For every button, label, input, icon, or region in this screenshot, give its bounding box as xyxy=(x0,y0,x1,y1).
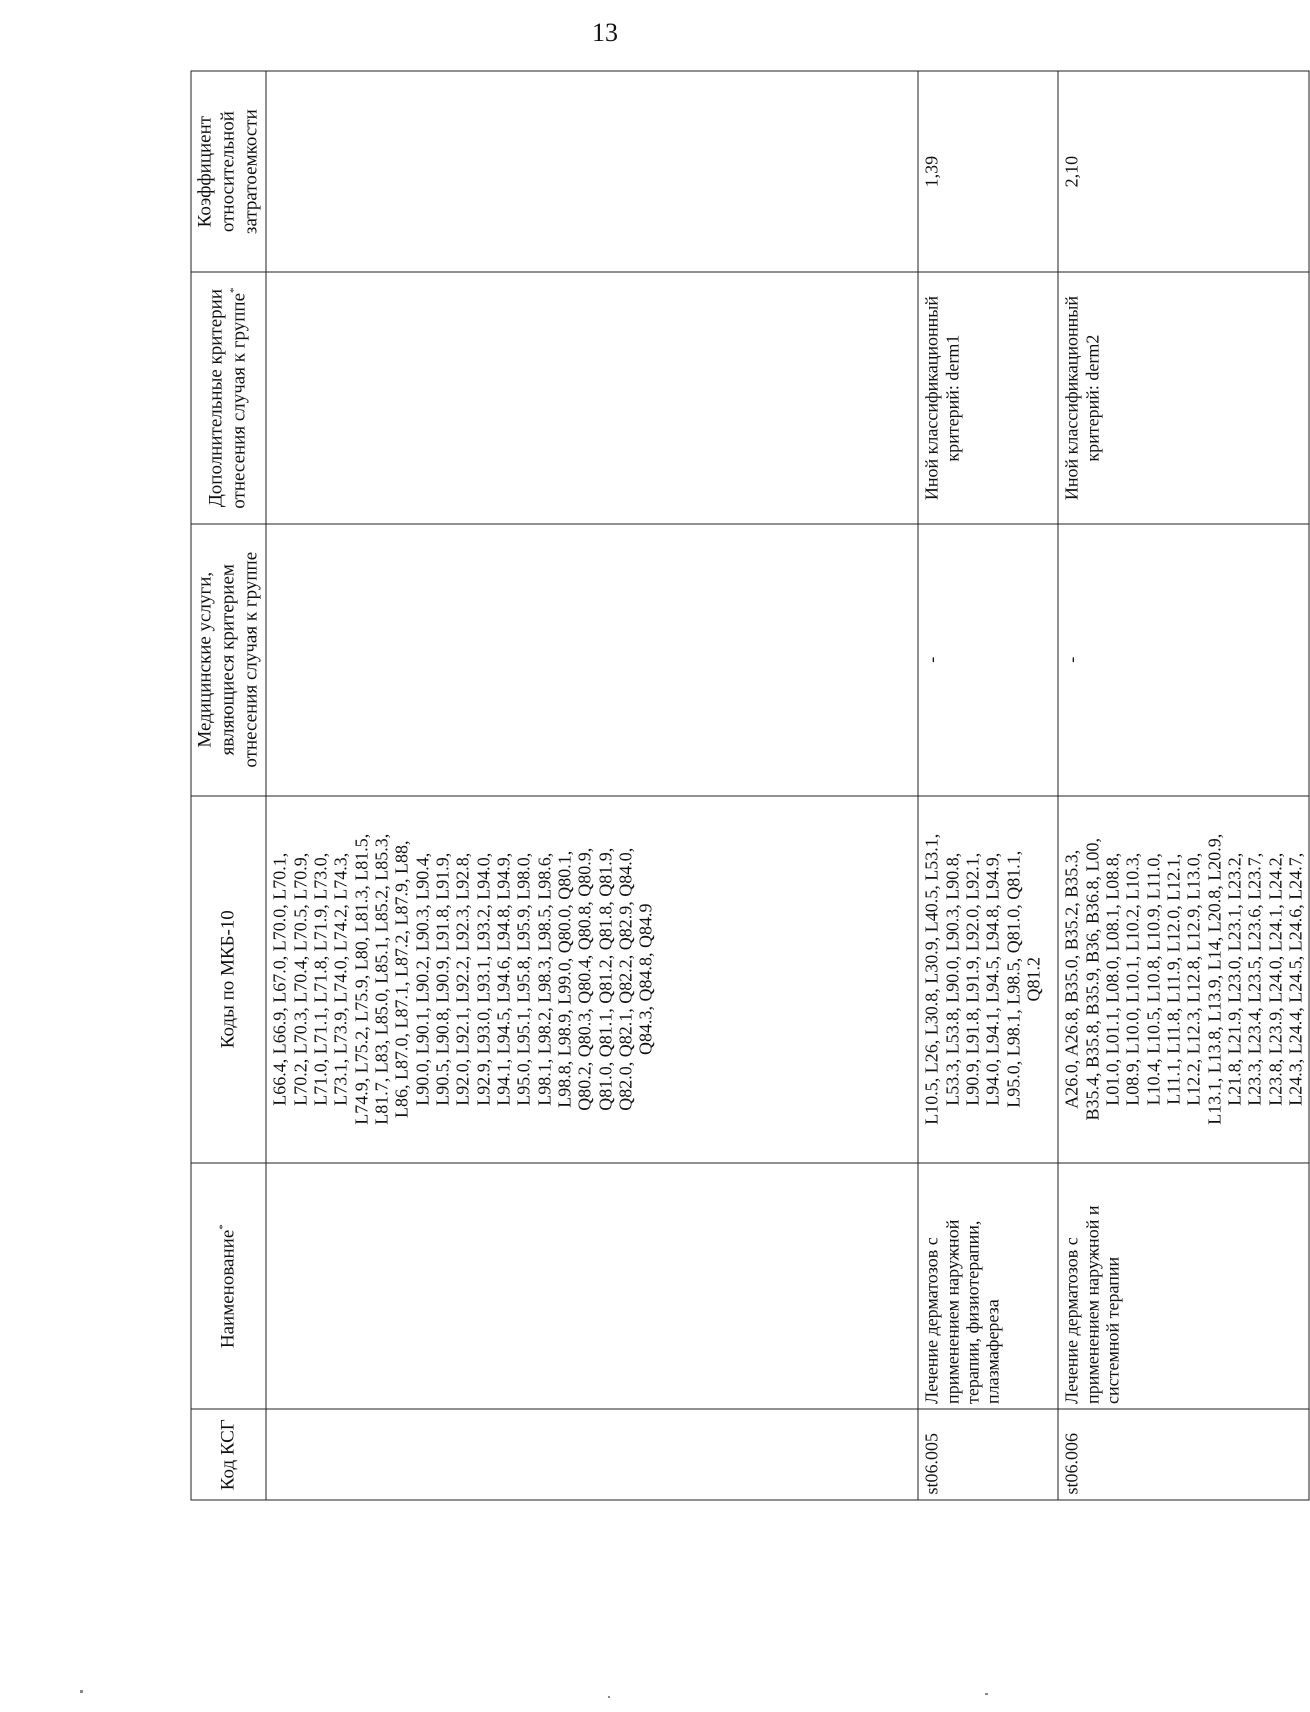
icd-line: L08.9, L10.0, L10.1, L10.2, L10.3, xyxy=(1122,852,1143,1106)
icd-line: L92.0, L92.1, L92.2, L92.3, L92.8, xyxy=(452,852,473,1106)
icd-line: L98.1, L98.2, L98.3, L98.5, L98.6, xyxy=(534,852,555,1106)
cell-coefficient: 2,10 xyxy=(1058,71,1309,272)
cell-group-name: Лечение дерматозов с применением наружной и системной терапии xyxy=(1058,1163,1309,1410)
icd-line: B35.4, B35.8, B35.9, B36, B36.8, L00, xyxy=(1082,837,1103,1121)
table-header-row xyxy=(191,71,266,1500)
footnote-mark: * xyxy=(228,287,241,293)
table-row xyxy=(1058,71,1309,1500)
icd-line: L94.1, L94.5, L94.6, L94.8, L94.9, xyxy=(493,852,514,1106)
header-coefficient: Коэффициент относительной затратоемкости xyxy=(191,71,266,272)
icd-line: Q84.3, Q84.8, Q84.9 xyxy=(635,903,656,1055)
icd-line: L70.2, L70.3, L70.4, L70.5, L70.9, xyxy=(290,852,311,1106)
icd-line: L23.8, L23.9, L24.0, L24.1, L24.2, xyxy=(1265,852,1286,1106)
icd-line: Q82.0, Q82.1, Q82.2, Q82.9, Q84.0, xyxy=(615,847,636,1111)
icd-line: A26.0, A26.8, B35.0, B35.2, B35.3, xyxy=(1061,849,1082,1109)
icd-line: L71.0, L71.1, L71.8, L71.9, L73.0, xyxy=(310,852,331,1106)
cell-icd-codes xyxy=(266,796,918,1163)
header-icd: Коды по МКБ-10 xyxy=(191,796,266,1163)
icd-line: L21.8, L21.9, L23.0, L23.1, L23.2, xyxy=(1224,852,1245,1106)
cell-services-empty xyxy=(266,524,918,796)
icd-line: L90.5, L90.8, L90.9, L91.8, L91.9, xyxy=(432,852,453,1106)
icd-line: L95.0, L95.1, L95.8, L95.9, L98.0, xyxy=(513,852,534,1106)
cell-criteria: Иной классификационный критерий: derm1 xyxy=(918,272,1058,524)
cell-code-empty xyxy=(266,1409,918,1500)
cell-ksg-code: st06.006 xyxy=(1058,1409,1309,1500)
icd-line: L81.7, L83, L85.0, L85.1, L85.2, L85.3, xyxy=(371,833,392,1125)
cell-name-empty xyxy=(266,1163,918,1410)
icd-line: L95.0, L98.1, L98.5, Q81.0, Q81.1, xyxy=(1003,850,1024,1108)
scan-speck xyxy=(608,1696,610,1698)
footnote-mark: * xyxy=(216,1224,229,1230)
scan-speck xyxy=(80,1690,83,1693)
header-criteria: Дополнительные критерии отнесения случая к группе* xyxy=(191,272,266,524)
cell-group-name: Лечение дерматозов с применением наружной терапии, физиотерапии, плазмафереза xyxy=(918,1163,1058,1410)
icd-line: L01.0, L01.1, L08.0, L08.1, L08.8, xyxy=(1102,852,1123,1106)
rotated-table-container xyxy=(191,71,1306,1501)
cell-icd-codes xyxy=(1058,796,1309,1163)
cell-services: - xyxy=(918,524,1058,796)
icd-line: Q81.2 xyxy=(1023,956,1044,1002)
icd-line: L74.9, L75.2, L75.9, L80, L81.3, L81.5, xyxy=(351,833,372,1125)
icd-line: L86, L87.0, L87.1, L87.2, L87.9, L88, xyxy=(391,840,412,1118)
icd-line: L11.1, L11.8, L11.9, L12.0, L12.1, xyxy=(1163,853,1184,1105)
ksg-table xyxy=(191,71,1310,1501)
cell-coefficient: 1,39 xyxy=(918,71,1058,272)
icd-line: L12.2, L12.3, L12.8, L12.9, L13.0, xyxy=(1183,852,1204,1106)
icd-line: Q81.0, Q81.1, Q81.2, Q81.8, Q81.9, xyxy=(595,847,616,1111)
icd-line: L10.5, L26, L30.8, L30.9, L40.5, L53.1, xyxy=(921,833,942,1125)
icd-line: L92.9, L93.0, L93.1, L93.2, L94.0, xyxy=(473,852,494,1106)
icd-line: L13.1, L13.8, L13.9, L14, L20.8, L20.9, xyxy=(1204,833,1225,1125)
icd-line: L90.9, L91.8, L91.9, L92.0, L92.1, xyxy=(962,852,983,1106)
icd-line: L98.8, L98.9, L99.0, Q80.0, Q80.1, xyxy=(554,850,575,1108)
icd-line: L94.0, L94.1, L94.5, L94.8, L94.9, xyxy=(982,852,1003,1106)
scan-speck xyxy=(985,1693,988,1695)
cell-coefficient-empty xyxy=(266,71,918,272)
cell-criteria: Иной классификационный критерий: derm2 xyxy=(1058,272,1309,524)
cell-ksg-code: st06.005 xyxy=(918,1409,1058,1500)
icd-line: L23.3, L23.4, L23.5, L23.6, L23.7, xyxy=(1244,852,1265,1106)
table-row xyxy=(918,71,1058,1500)
icd-line: L24.3, L24.4, L24.5, L24.6, L24.7, xyxy=(1285,852,1306,1106)
icd-line: L53.3, L53.8, L90.0, L90.3, L90.8, xyxy=(942,852,963,1106)
icd-line: L73.1, L73.9, L74.0, L74.2, L74.3, xyxy=(330,852,351,1106)
header-services: Медицинские услуги, являющиеся критерием отнесения случая к группе xyxy=(191,524,266,796)
header-name: Наименование* xyxy=(191,1163,266,1410)
cell-icd-codes xyxy=(918,796,1058,1163)
icd-line: Q80.2, Q80.3, Q80.4, Q80.8, Q80.9, xyxy=(574,847,595,1111)
cell-criteria-empty xyxy=(266,272,918,524)
icd-line: L10.4, L10.5, L10.8, L10.9, L11.0, xyxy=(1143,853,1164,1106)
header-code: Код КСГ xyxy=(191,1409,266,1500)
page-number: 13 xyxy=(592,18,618,47)
table-row-continuation xyxy=(266,71,918,1500)
cell-services: - xyxy=(1058,524,1309,796)
icd-line: L90.0, L90.1, L90.2, L90.3, L90.4, xyxy=(412,852,433,1106)
icd-line: L66.4, L66.9, L67.0, L70.0, L70.1, xyxy=(269,852,290,1106)
